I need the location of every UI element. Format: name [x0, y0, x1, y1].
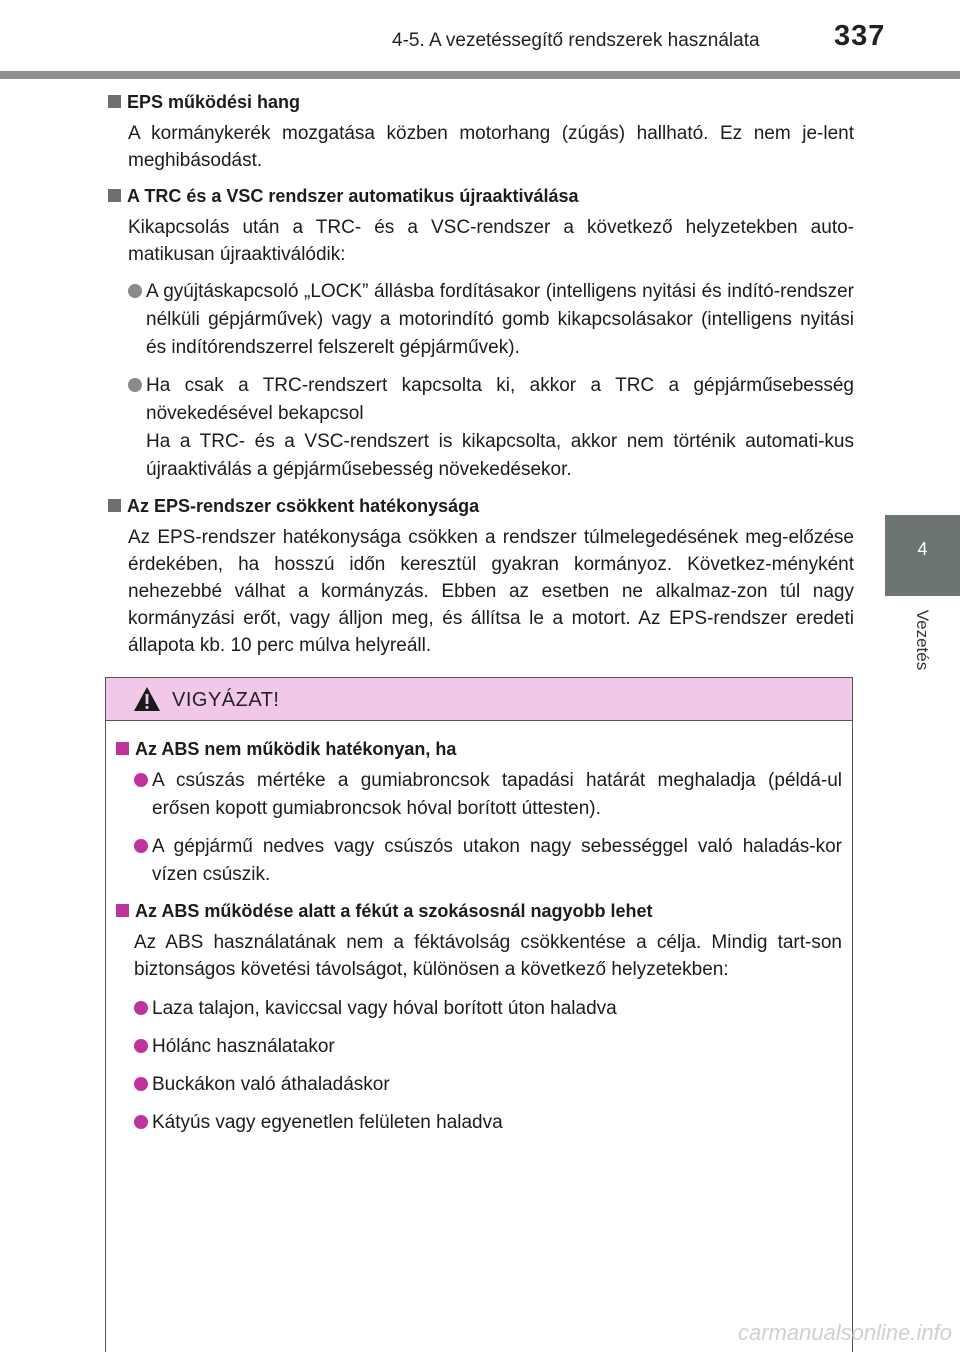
list-item: A gyújtáskapcsoló „LOCK” állásba fordításakor (intelligens nyitási és indító-rendszer nélküli gépjárművek) vagy a motorindító gomb kikapcsolásakor (intelligens nyitási és indítórendszerrel felszerelt gépjárművek).	[128, 278, 854, 362]
list-item: Buckákon való áthaladáskor	[134, 1071, 842, 1099]
section-eps-efficiency	[108, 494, 854, 659]
chapter-tab	[885, 515, 960, 596]
watermark: carmanualsonline.info	[737, 1320, 952, 1345]
list-item: Laza talajon, kaviccsal vagy hóval borított úton haladva	[134, 995, 842, 1023]
list-item: A gépjármű nedves vagy csúszós utakon nagy sebességgel való haladás-kor vízen csúszik.	[134, 833, 842, 889]
square-bullet-icon	[116, 742, 129, 755]
round-bullet-icon	[128, 378, 142, 392]
caution-box	[105, 677, 853, 1352]
section-paragraph: Kikapcsolás után a TRC- és a VSC-rendszer a következő helyzetekben auto-matikusan újraaktiválódik:	[128, 217, 854, 265]
square-bullet-icon	[116, 904, 129, 917]
list-item: Ha csak a TRC-rendszert kapcsolta ki, akkor a TRC a gépjárműsebesség növekedésével bekapcsol Ha a TRC- és a VSC-rendszert is kikapcsolta, akkor nem történik automati-kus újraaktiválás a gépjárműsebesség növekedésekor.	[128, 372, 854, 484]
round-bullet-icon	[134, 1077, 148, 1091]
caution-heading: Az ABS működése alatt a fékút a szokásosnál nagyobb lehet	[116, 899, 842, 923]
caution-header	[106, 678, 852, 721]
chapter-title: 4-5. A vezetéssegítő rendszerek használata	[392, 30, 760, 51]
round-bullet-icon	[134, 839, 148, 853]
section-heading: EPS működési hang	[108, 90, 854, 114]
caution-title: VIGYÁZAT!	[172, 689, 280, 711]
caution-paragraph: Az ABS használatának nem a féktávolság csökkentése a célja. Mindig tart-son biztonságos követési távolságot, különösen a következő helyzetekben:	[134, 932, 842, 980]
section-trc-vsc	[108, 184, 854, 484]
list-item: Hólánc használatakor	[134, 1033, 842, 1061]
round-bullet-icon	[134, 773, 148, 787]
square-bullet-icon	[108, 189, 121, 202]
chapter-tab-label: Vezetés	[913, 609, 932, 671]
round-bullet-icon	[134, 1001, 148, 1015]
section-heading: A TRC és a VSC rendszer automatikus újraaktiválása	[108, 184, 854, 208]
round-bullet-icon	[134, 1115, 148, 1129]
header-rule	[0, 71, 960, 79]
main-content	[108, 90, 854, 669]
round-bullet-icon	[134, 1039, 148, 1053]
section-paragraph: A kormánykerék mozgatása közben motorhang (zúgás) hallható. Ez nem je-lent meghibásodást.	[128, 123, 854, 171]
caution-body	[106, 721, 852, 1137]
section-paragraph: Az EPS-rendszer hatékonysága csökken a rendszer túlmelegedésének meg-előzése érdekében, ha hosszú időn keresztül gyakran kormányoz. Következ-ményként nehezebbé válhat a kormányzás. Ebben az esetben ne alkalmaz-zon túl nagy kormányzási erőt, vagy álljon meg, és állítsa le a motort. Az EPS-rendszer eredeti állapota kb. 10 perc múlva helyreáll.	[128, 527, 854, 656]
section-eps-sound	[108, 90, 854, 174]
list-item: Kátyús vagy egyenetlen felületen haladva	[134, 1109, 842, 1137]
section-heading: Az EPS-rendszer csökkent hatékonysága	[108, 494, 854, 518]
page-header	[0, 0, 960, 80]
chapter-tab-number: 4	[917, 539, 928, 559]
square-bullet-icon	[108, 95, 121, 108]
page-number: 337	[834, 20, 886, 52]
warning-triangle-icon	[133, 686, 161, 712]
round-bullet-icon	[128, 284, 142, 298]
square-bullet-icon	[108, 499, 121, 512]
caution-heading: Az ABS nem működik hatékonyan, ha	[116, 737, 842, 761]
list-item: A csúszás mértéke a gumiabroncsok tapadási határát meghaladja (példá-ul erősen kopott gumiabroncsok hóval borított úttesten).	[134, 767, 842, 823]
